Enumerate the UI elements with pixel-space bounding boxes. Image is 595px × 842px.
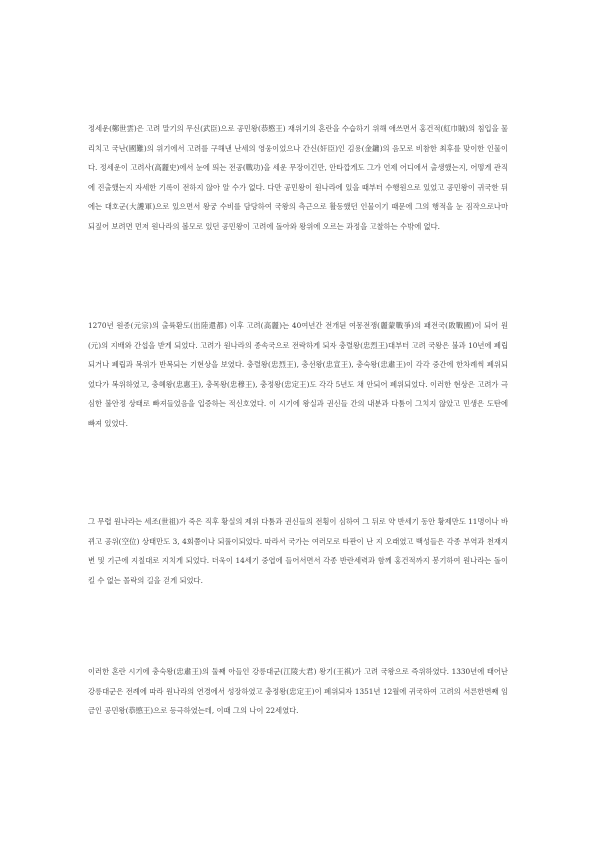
- paragraph-4: 이러한 혼란 시기에 충숙왕(忠肅王)의 둘째 아들인 강릉대군(江陵大君) 왕기(王祺)가 고려 국왕으로 즉위하였다. 1330년에 태어난 강릉대군은 전례에 따라 원나라의 연경에서 성장하였고 충정왕(忠定王)이 폐위되자 1351년 12월에 귀국하여 고려의 서른한번째 임금인 공민왕(恭愍王)으로 등극하였는데, 이때 그의 나이 22세였다.: [88, 667, 508, 715]
- paragraph-3: 그 무렵 원나라는 세조(世祖)가 죽은 직후 황실의 제위 다툼과 권신들의 전횡이 심하여 그 뒤로 약 반세기 동안 황제만도 11명이나 바뀌고 공위(空位) 상태만도 3, 4회쯤이나 되풀이되었다. 따라서 국가는 여러모로 타판이 난 지 오래였고 백성들은 각종 부역과 천재지변 및 기근에 지칠대로 지치게 되었다. 더욱이 14세기 중엽에 들어서면서 각종 반란세력과 함께 홍건적까지 봉기하여 원나라는 돌이킬 수 없는 몰락의 길을 걷게 되었다.: [88, 517, 508, 585]
- paragraph-2: 1270년 원종(元宗)의 출륙환도(出陸還都) 이후 고려(高麗)는 40여년간 전개된 여몽전쟁(麗蒙戰爭)의 패전국(敗戰國)이 되어 원(元)의 지배와 간섭을 받게 되었다. 고려가 원나라의 종속국으로 전락하게 되자 충렬왕(忠烈王)대부터 고려 국왕은 불과 10년에 폐립되거나 폐립과 복위가 반복되는 기현상을 보였다. 충렬왕(忠烈王), 충선왕(忠宣王), 충숙왕(忠肅王)이 각각 중간에 한차례씩 폐위되었다가 복위하였고, 충혜왕(忠惠王), 충목왕(忠穆王), 충정왕(忠定王)도 각각 5년도 채 안되어 폐위되었다. 이러한 현상은 고려가 극심한 불안정 상태로 빠져들었음을 입증하는 적신호였다. 이 시기에 왕실과 권신들 간의 내분과 다툼이 그치지 않았고 민생은 도탄에 빠져 있었다.: [88, 321, 508, 428]
- paragraph-1: 정세운(鄭世雲)은 고려 말기의 무신(武臣)으로 공민왕(恭愍王) 재위기의 혼란을 수습하기 위해 애쓰면서 홍건적(紅巾賊)의 침입을 물리치고 국난(國難)의 위기에서 고려를 구해낸 난세의 영웅이었으나 간신(奸臣)인 김용(金鏞)의 음모로 비참한 최후를 맞이한 인물이다. 정세운이 고려사(高麗史)에서 눈에 띄는 전공(戰功)을 세운 무장이긴만, 안타깝게도 그가 언제 어디에서 출생했는지, 어떻게 관직에 진출했는지 자세한 기록이 전하지 않아 알 수가 없다. 다만 공민왕이 원나라에 있을 때부터 수행원으로 있었고 공민왕이 귀국한 뒤에는 대호군(大護軍)으로 있으면서 왕궁 수비를 담당하여 국왕의 측근으로 활동했던 인물이기 때문에 그의 행적을 눈 짐작으로나마 되짚어 보려면 먼저 원나라의 볼모로 있던 공민왕이 고려에 돌아와 왕위에 오르는 과정을 고찰하는 수밖에 없다.: [88, 124, 508, 231]
